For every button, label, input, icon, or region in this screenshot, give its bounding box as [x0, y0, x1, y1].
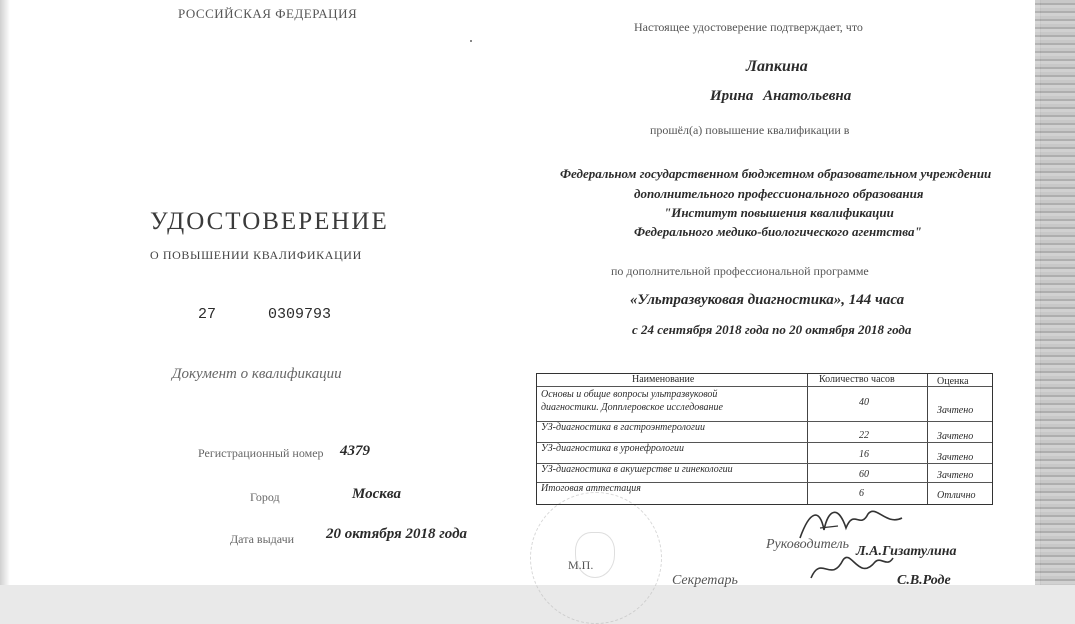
table-row [537, 483, 992, 503]
table-row [537, 464, 992, 483]
course-grade: Отлично [937, 490, 976, 501]
document-type: Документ о квалификации [172, 366, 342, 382]
institution-line: "Институт повышения квалификации [664, 205, 894, 220]
stamp-place-label: М.П. [568, 558, 594, 572]
certificate-number: 0309793 [268, 306, 332, 323]
table-header-cell: Оценка [937, 376, 969, 387]
head-name: Л.А.Гизатулина [856, 544, 957, 559]
country-heading: РОССИЙСКАЯ ФЕДЕРАЦИЯ [178, 6, 358, 21]
course-grade: Зачтено [937, 431, 974, 442]
paper-edge-left [0, 0, 10, 585]
course-grade: Зачтено [937, 452, 974, 463]
institution-line: Федеральном государственном бюджетном образовательном учреждении [560, 166, 992, 181]
course-name: УЗ-диагностика в гастроэнтерологии [541, 422, 705, 433]
course-name: Основы и общие вопросы ультразвуковой [541, 389, 718, 400]
secretary-label: Секретарь [672, 573, 738, 588]
paper-edge-right [1035, 0, 1075, 585]
course-hours: 40 [859, 397, 869, 408]
course-name: УЗ-диагностика в уронефрологии [541, 443, 685, 454]
secretary-signature [805, 548, 895, 585]
course-hours: 22 [859, 430, 869, 441]
program-name: «Ультразвуковая диагностика», 144 часа [630, 292, 905, 308]
holder-name: Ирина Анатольевна [710, 88, 852, 104]
holder-surname: Лапкина [746, 58, 808, 75]
course-name: диагностики. Допплеровское исследование [541, 402, 723, 413]
confirmation-text: Настоящее удостоверение подтверждает, что [634, 20, 863, 34]
course-grade: Зачтено [937, 470, 974, 481]
document-title: УДОСТОВЕРЕНИЕ [150, 208, 389, 235]
institution-line: дополнительного профессионального образования [634, 186, 924, 201]
table-row [537, 443, 992, 464]
courses-table [536, 373, 993, 505]
registration-number: 4379 [340, 443, 370, 459]
course-hours: 16 [859, 449, 869, 460]
table-row [537, 422, 992, 443]
institution-line: Федерального медико-биологического агентства" [634, 224, 922, 239]
document-subtitle: О ПОВЫШЕНИИ КВАЛИФИКАЦИИ [150, 248, 362, 262]
city-value: Москва [352, 486, 401, 502]
program-label: по дополнительной профессиональной программе [611, 264, 869, 278]
certificate-series: 27 [198, 306, 217, 323]
course-grade: Зачтено [937, 405, 974, 416]
course-name: Итоговая аттестация [541, 483, 641, 494]
secretary-name: С.В.Роде [897, 573, 951, 588]
table-header-cell: Количество часов [819, 374, 895, 385]
head-label: Руководитель [766, 537, 850, 552]
passed-text: прошёл(а) повышение квалификации в [650, 123, 850, 137]
fold-mark [470, 40, 472, 42]
course-hours: 6 [859, 488, 864, 499]
course-name: УЗ-диагностика в акушерстве и гинекологии [541, 464, 733, 475]
registration-label: Регистрационный номер [198, 446, 324, 460]
program-dates: с 24 сентября 2018 года по 20 октября 2018 года [632, 322, 912, 337]
head-signature [790, 500, 920, 550]
table-row [537, 387, 992, 422]
issue-date-value: 20 октября 2018 года [326, 526, 468, 542]
table-header-cell: Наименование [632, 374, 695, 385]
course-hours: 60 [859, 469, 869, 480]
table-header-row [537, 374, 992, 387]
issue-date-label: Дата выдачи [230, 532, 295, 546]
city-label: Город [250, 490, 280, 504]
